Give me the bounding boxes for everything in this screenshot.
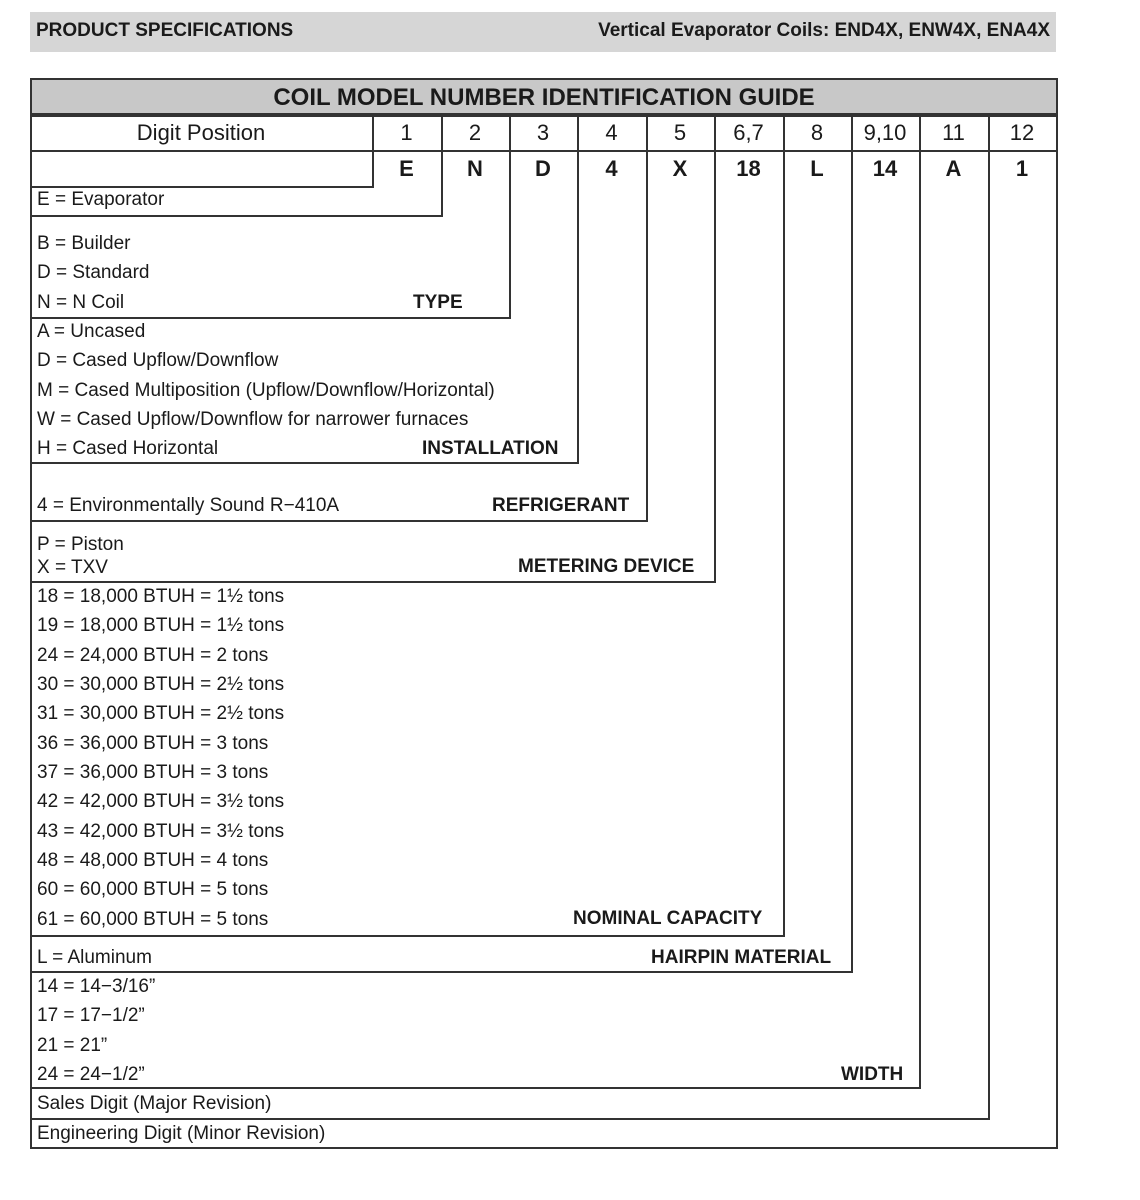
guide-title: COIL MODEL NUMBER IDENTIFICATION GUIDE: [30, 78, 1058, 115]
position-11: 11: [942, 120, 965, 145]
hairpin-label: HAIRPIN MATERIAL: [651, 947, 832, 968]
evaporator-item: E = Evaporator: [37, 189, 165, 210]
position-1: 1: [400, 120, 413, 145]
code-digit-4: 4: [605, 156, 618, 181]
position-2: 2: [468, 120, 482, 145]
type-item: N = N Coil: [37, 292, 125, 313]
metering-item: P = Piston: [37, 534, 124, 555]
width-item: 21 = 21”: [37, 1035, 108, 1056]
type-item: B = Builder: [37, 233, 131, 254]
code-digit-5: X: [672, 156, 688, 181]
width-item: 24 = 24−1/2”: [37, 1064, 145, 1085]
capacity-label: NOMINAL CAPACITY: [573, 908, 763, 929]
code-digit-12: 1: [1015, 156, 1029, 181]
metering-item: X = TXV: [37, 557, 108, 578]
capacity-item: 36 = 36,000 BTUH = 3 tons: [37, 733, 269, 754]
code-digit-8: L: [810, 156, 824, 181]
capacity-item: 24 = 24,000 BTUH = 2 tons: [37, 645, 269, 666]
width-item: 14 = 14−3/16”: [37, 976, 156, 997]
capacity-item: 61 = 60,000 BTUH = 5 tons: [37, 909, 269, 930]
position-4: 4: [605, 120, 618, 145]
refrigerant-label: REFRIGERANT: [492, 495, 630, 516]
hairpin-item: L = Aluminum: [37, 947, 152, 968]
installation-item: W = Cased Upflow/Downflow for narrower furnaces: [37, 409, 469, 430]
refrigerant-item: 4 = Environmentally Sound R−410A: [37, 495, 340, 516]
capacity-item: 48 = 48,000 BTUH = 4 tons: [37, 850, 269, 871]
digit-position-label: Digit Position: [136, 120, 266, 145]
position-8: 8: [810, 120, 824, 145]
header-left-title: PRODUCT SPECIFICATIONS: [36, 20, 294, 41]
position-5: 5: [673, 120, 687, 145]
page-header: [30, 12, 1056, 52]
code-digit-1: E: [399, 156, 414, 181]
width-item: 17 = 17−1/2”: [37, 1005, 145, 1026]
capacity-item: 37 = 36,000 BTUH = 3 tons: [37, 762, 269, 783]
code-digit-11: A: [945, 156, 962, 181]
code-digit-3: D: [535, 156, 551, 181]
capacity-item: 18 = 18,000 BTUH = 1½ tons: [37, 586, 285, 607]
position-3: 3: [536, 120, 550, 145]
type-item: D = Standard: [37, 262, 150, 283]
position-6-7: 6,7: [733, 120, 764, 145]
header-right-title: Vertical Evaporator Coils: END4X, ENW4X, ENA4X: [598, 20, 1050, 41]
position-12: 12: [1009, 120, 1035, 145]
engineering-digit-item: Engineering Digit (Minor Revision): [37, 1123, 326, 1144]
position-9-10: 9,10: [863, 120, 907, 145]
capacity-item: 19 = 18,000 BTUH = 1½ tons: [37, 615, 285, 636]
code-digit-6-7: 18: [736, 156, 761, 181]
capacity-item: 60 = 60,000 BTUH = 5 tons: [37, 879, 269, 900]
installation-item: H = Cased Horizontal: [37, 438, 219, 459]
type-label: TYPE: [413, 292, 463, 313]
installation-item: D = Cased Upflow/Downflow: [37, 350, 279, 371]
capacity-item: 43 = 42,000 BTUH = 3½ tons: [37, 821, 285, 842]
installation-item: M = Cased Multiposition (Upflow/Downflow/Horizontal): [37, 380, 495, 401]
sales-digit-item: Sales Digit (Major Revision): [37, 1093, 272, 1114]
installation-item: A = Uncased: [37, 321, 146, 342]
width-label: WIDTH: [841, 1064, 904, 1085]
capacity-item: 42 = 42,000 BTUH = 3½ tons: [37, 791, 285, 812]
code-digit-9-10: 14: [872, 156, 898, 181]
installation-label: INSTALLATION: [422, 438, 559, 459]
code-digit-2: N: [467, 156, 483, 181]
metering-label: METERING DEVICE: [518, 556, 695, 577]
capacity-item: 31 = 30,000 BTUH = 2½ tons: [37, 703, 285, 724]
capacity-item: 30 = 30,000 BTUH = 2½ tons: [37, 674, 285, 695]
